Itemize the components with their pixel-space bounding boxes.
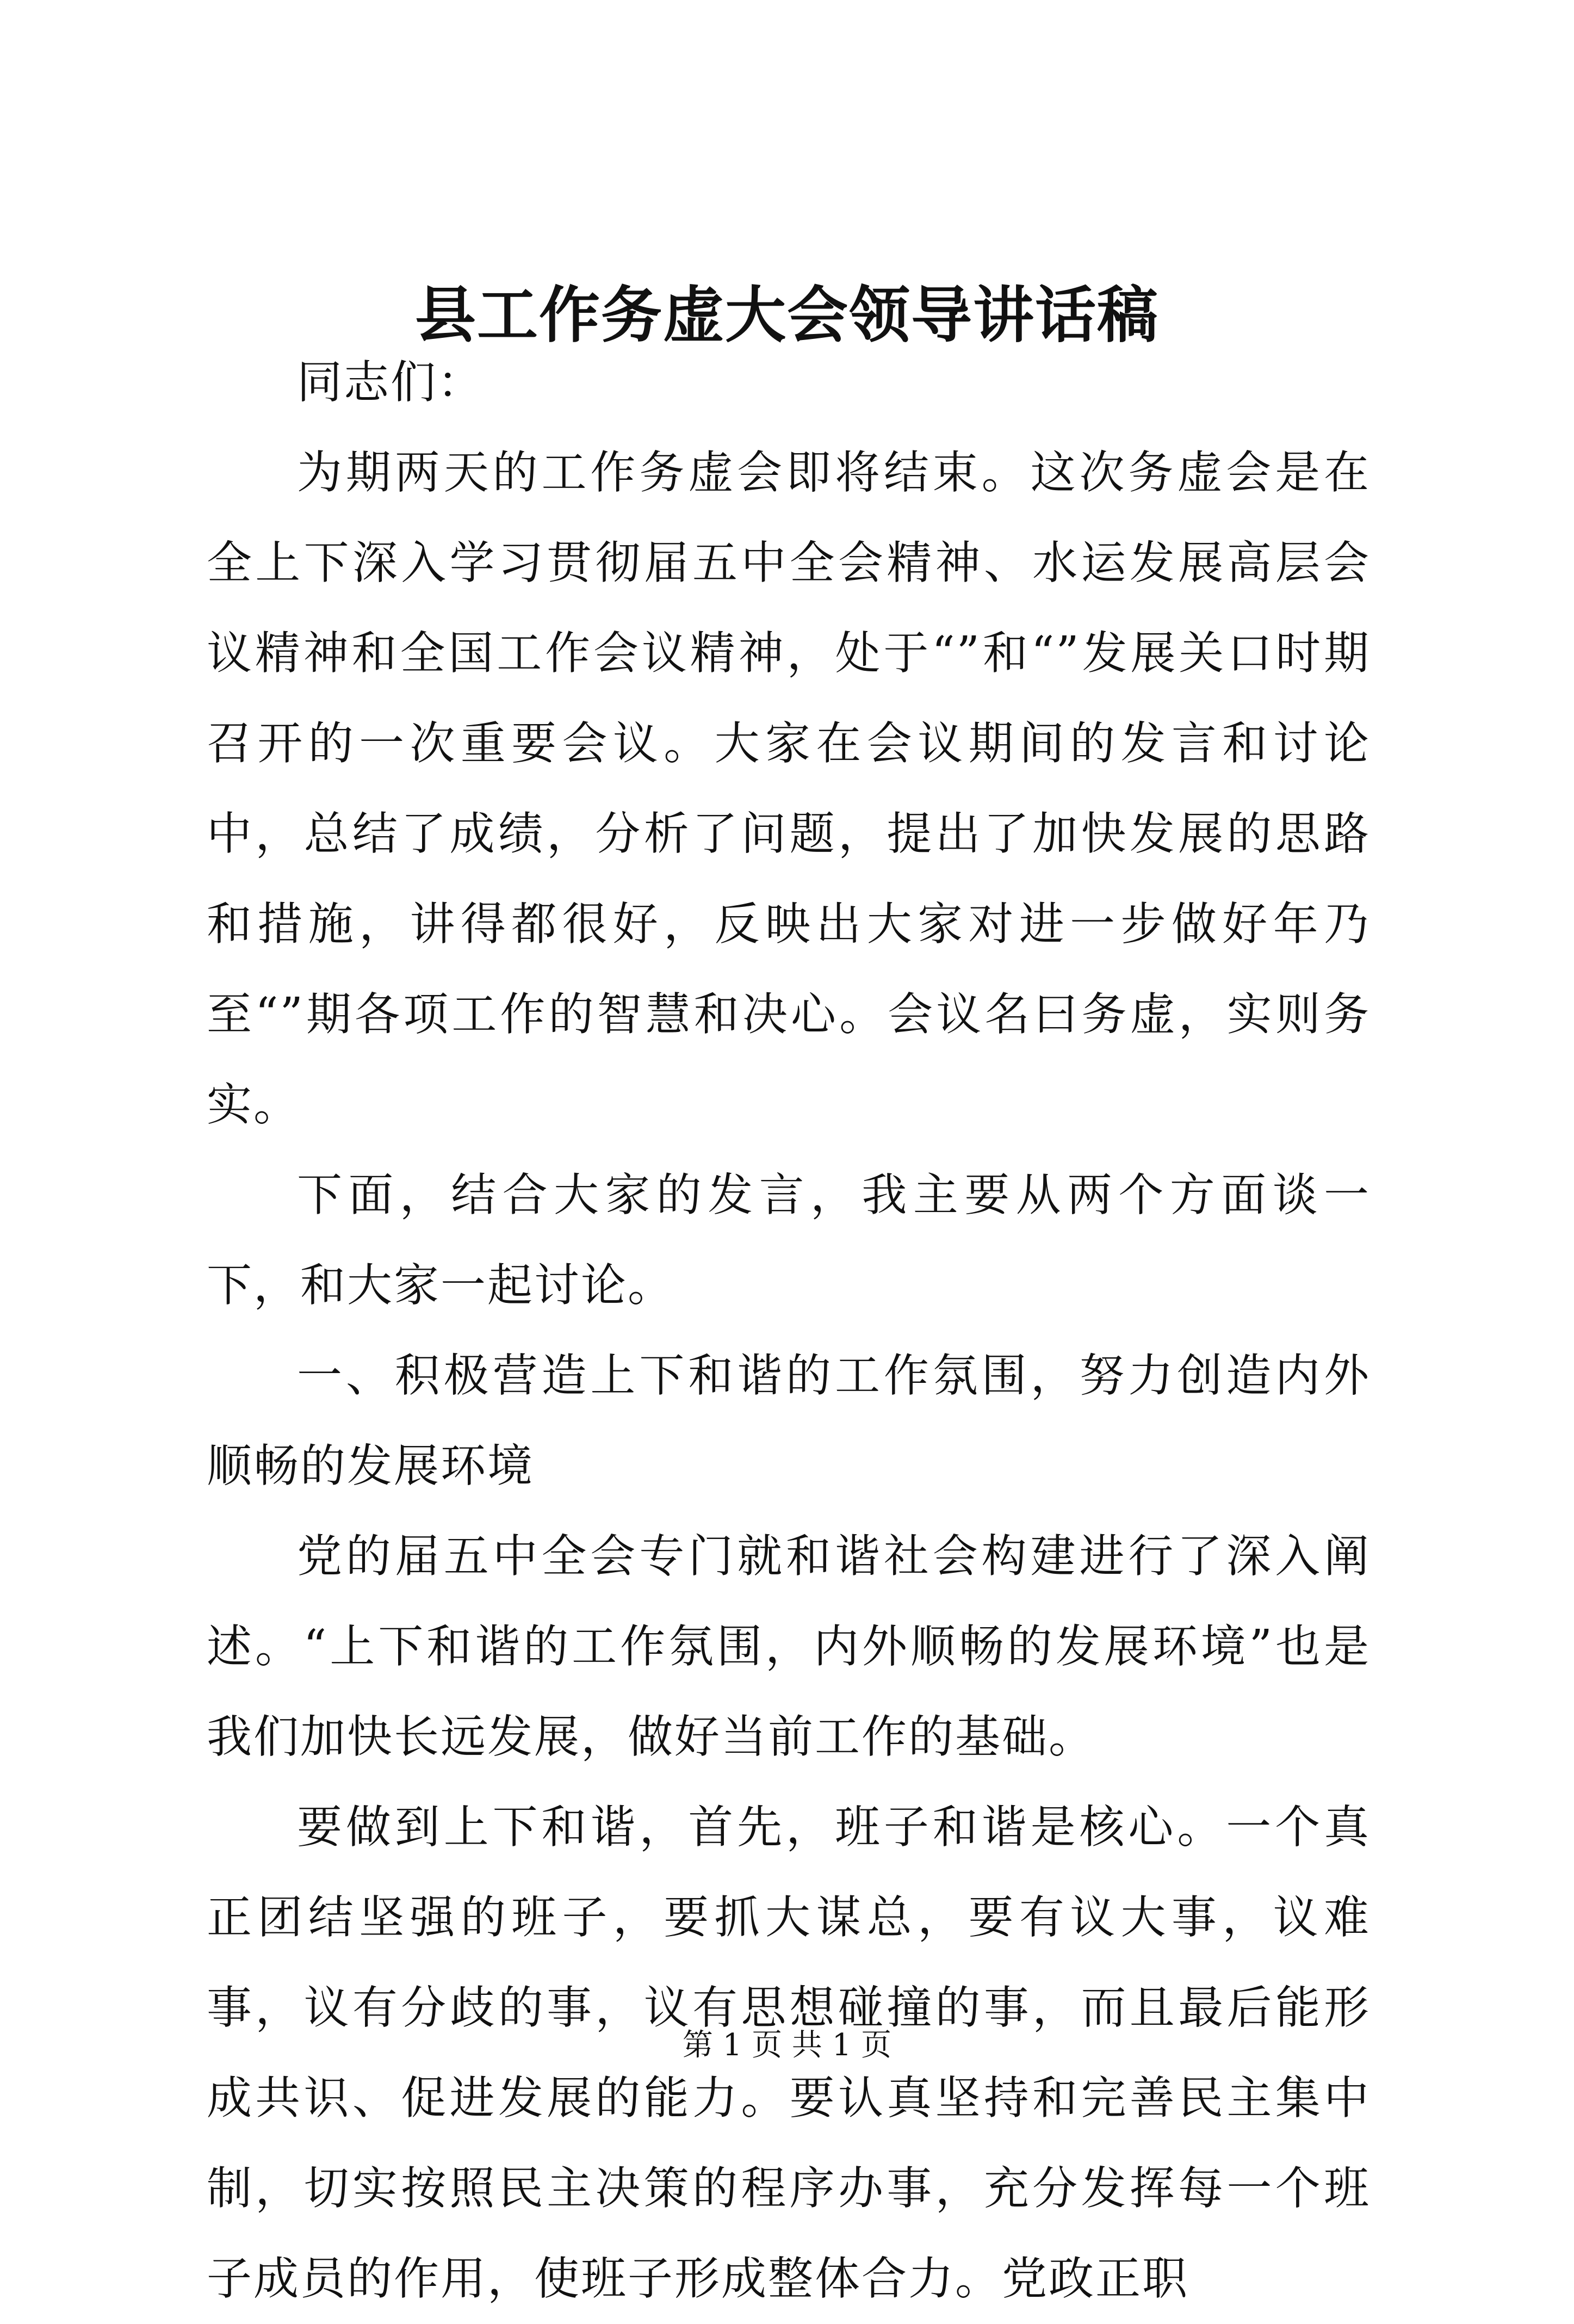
paragraph-1: 为期两天的工作务虚会即将结束。这次务虚会是在全上下深入学习贯彻届五中全会精神、水运发展高层会议精神和全国工作会议精神，处于“”和“”发展关口时期召开的一次重要会议。大家在会议期间的发言和讨论中，总结了成绩，分析了问题，提出了加快发展的思路和措施，讲得都很好，反映出大家对进一步做好年乃至“”期各项工作的智慧和决心。会议名曰务虚，实则务实。 xyxy=(207,446,1371,1131)
paragraph-2: 下面，结合大家的发言，我主要从两个方面谈一下，和大家一起讨论。 xyxy=(207,1169,1371,1312)
section-heading-1: 一、积极营造上下和谐的工作氛围，努力创造内外顺畅的发展环境 xyxy=(207,1349,1371,1492)
paragraph-salutation: 同志们： xyxy=(297,356,484,409)
paragraph-3: 党的届五中全会专门就和谐社会构建进行了深入阐述。“上下和谐的工作氛围，内外顺畅的发展环境”也是我们加快长远发展，做好当前工作的基础。 xyxy=(207,1530,1371,1763)
document-title: 县工作务虚大会领导讲话稿 xyxy=(415,280,1159,351)
page-number-footer: 第 1 页 共 1 页 xyxy=(682,2028,892,2063)
paragraph-4: 要做到上下和谐，首先，班子和谐是核心。一个真正团结坚强的班子，要抓大谋总，要有议大事，议难事，议有分歧的事，议有思想碰撞的事，而且最后能形成共识、促进发展的能力。要认真坚持和完善民主集中制，切实按照民主决策的程序办事，充分发挥每一个班子成员的作用，使班子形成整体合力。党政正职 xyxy=(207,1801,1371,2305)
